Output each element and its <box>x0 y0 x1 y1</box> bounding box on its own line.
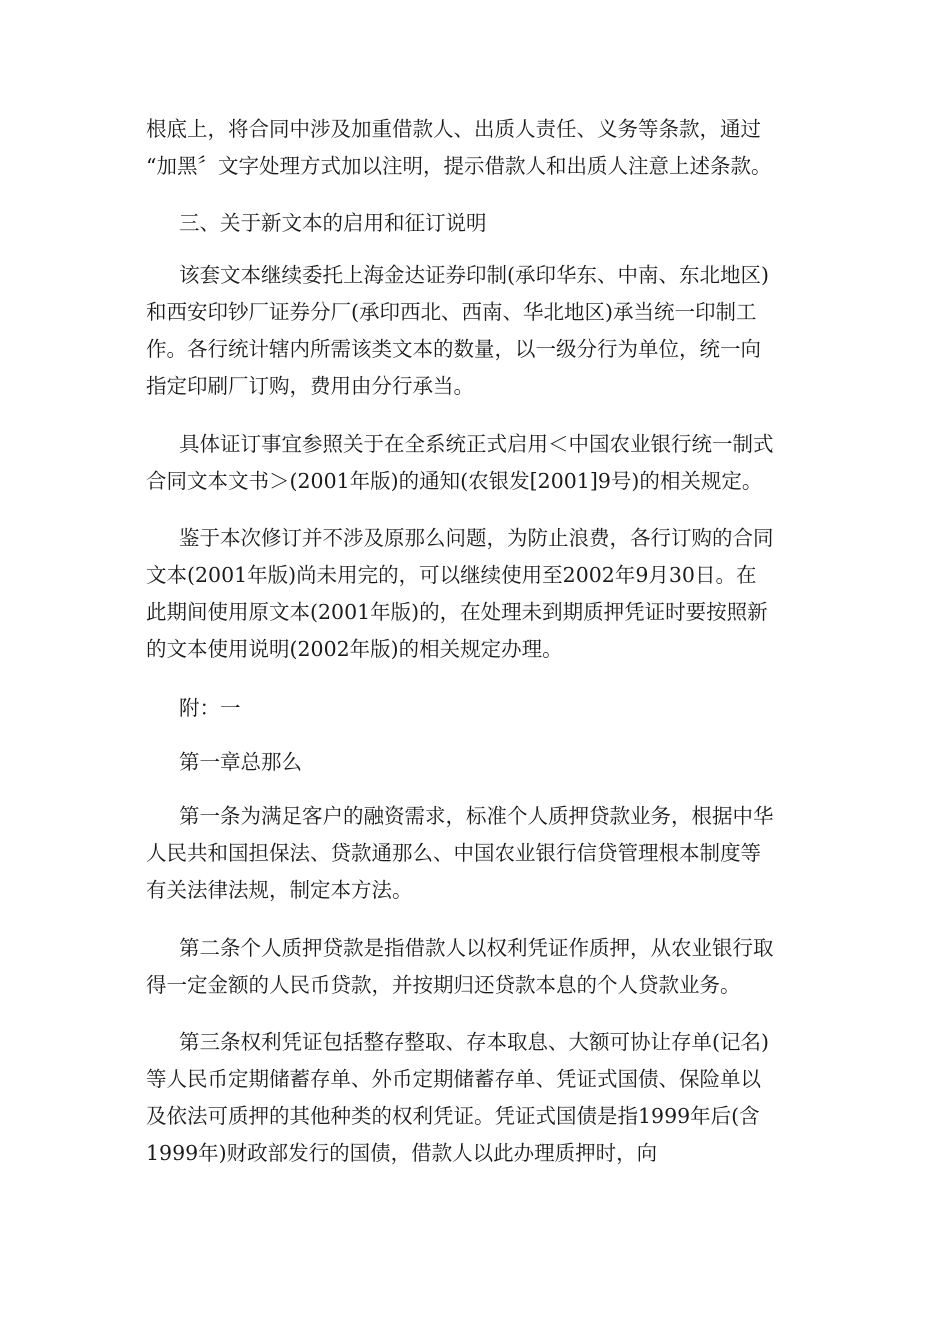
article-two <box>146 930 806 1004</box>
appendix-label <box>146 690 806 727</box>
text-line: 的文本使用说明(2002年版)的相关规定办理。 <box>146 637 563 661</box>
text-line: 第一条为满足客户的融资需求，标准个人质押贷款业务，根据中华 <box>179 804 774 828</box>
article-three <box>146 1024 806 1172</box>
text-line: 作。各行统计辖内所需该类文本的数量，以一级分行为单位，统一向 <box>146 337 761 361</box>
chapter-heading <box>146 744 806 781</box>
paragraph-ordering <box>146 426 806 500</box>
text-line: 指定印刷厂订购，费用由分行承当。 <box>146 374 474 398</box>
text-line: 得一定金额的人民币贷款，并按期归还贷款本息的个人贷款业务。 <box>146 973 741 997</box>
text-line: 等人民币定期储蓄存单、外币定期储蓄存单、凭证式国债、保险单以 <box>146 1067 761 1091</box>
text-line: 及依法可质押的其他种类的权利凭证。凭证式国债是指1999年后(含 <box>146 1104 760 1128</box>
text-line: 文本(2001年版)尚未用完的，可以继续使用至2002年9月30日。在 <box>146 563 757 587</box>
text-line: 和西安印钞厂证券分厂(承印西北、西南、华北地区)承当统一印制工 <box>146 300 757 324</box>
text-line: 具体证订事宜参照关于在全系统正式启用＜中国农业银行统一制式 <box>179 432 774 456</box>
text-line: “加黑〞文字处理方式加以注明，提示借款人和出质人注意上述条款。 <box>146 154 772 178</box>
text-line: 第三条权利凭证包括整存整取、存本取息、大额可协让存单(记名) <box>179 1030 769 1054</box>
text-line: 三、关于新文本的启用和征订说明 <box>179 211 487 235</box>
text-line: 此期间使用原文本(2001年版)的，在处理未到期质押凭证时要按照新 <box>146 600 768 624</box>
section-heading-new-text <box>146 205 806 242</box>
text-line: 第一章总那么 <box>179 750 302 774</box>
text-line: 第二条个人质押贷款是指借款人以权利凭证作质押，从农业银行取 <box>179 936 774 960</box>
paragraph-contract-clauses <box>146 111 806 185</box>
paragraph-transition <box>146 520 806 668</box>
text-line: 人民共和国担保法、贷款通那么、中国农业银行信贷管理根本制度等 <box>146 841 761 865</box>
text-line: 根底上，将合同中涉及加重借款人、出质人责任、义务等条款，通过 <box>146 117 761 141</box>
text-line: 鉴于本次修订并不涉及原那么问题，为防止浪费，各行订购的合同 <box>179 526 774 550</box>
text-line: 1999年)财政部发行的国债，借款人以此办理质押时，向 <box>146 1141 658 1165</box>
text-line: 该套文本继续委托上海金达证券印制(承印华东、中南、东北地区) <box>179 263 769 287</box>
article-one <box>146 798 806 909</box>
text-line: 附：一 <box>179 696 241 720</box>
text-line: 有关法律法规，制定本方法。 <box>146 878 413 902</box>
text-line: 合同文本文书＞(2001年版)的通知(农银发[2001]9号)的相关规定。 <box>146 469 763 493</box>
paragraph-printing <box>146 257 806 405</box>
